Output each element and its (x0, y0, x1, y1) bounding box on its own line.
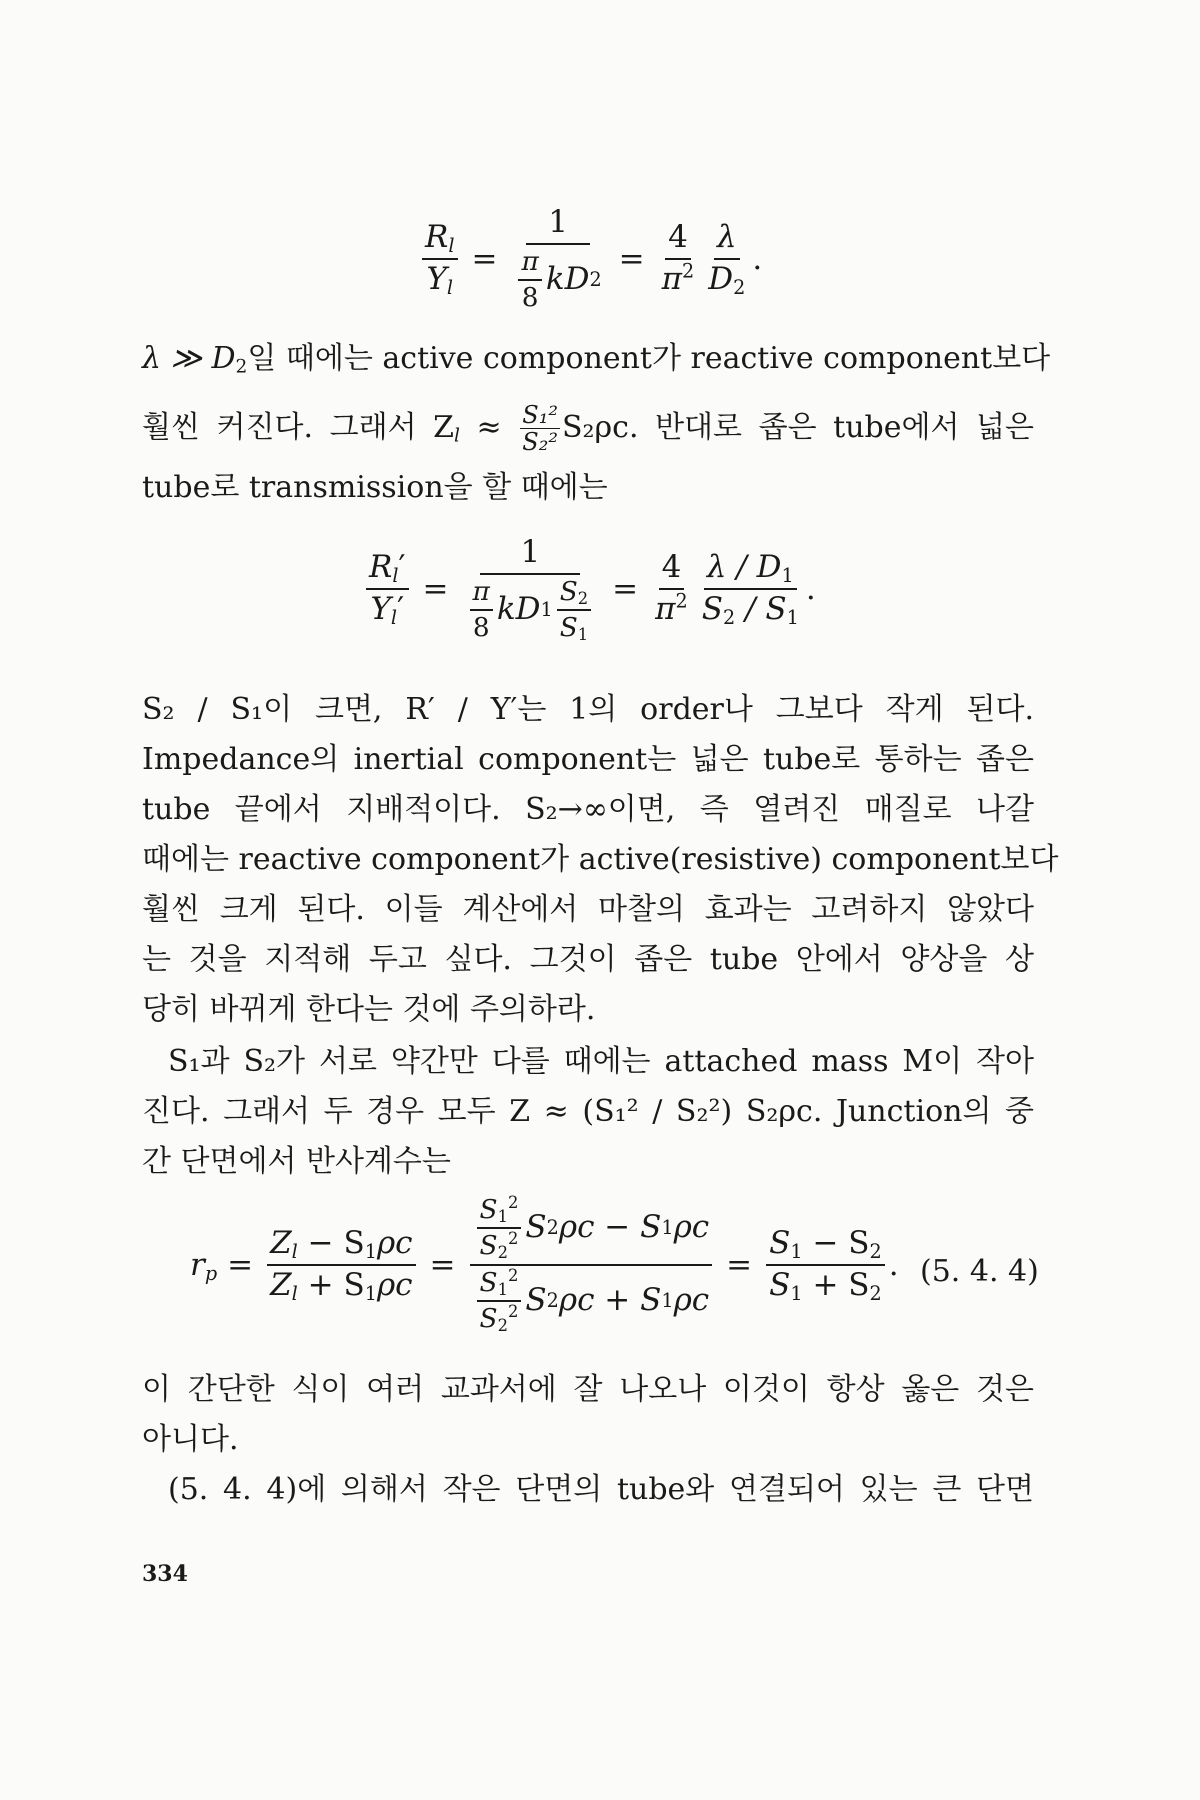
equation-1: $\frac{R_l}{Y_l}$ = 1 $\frac{\pi}{8}$ kD 2 = $\frac{4}{\pi^2}$ $\frac{\lambda}{D_2}$ . (418, 205, 762, 313)
text-line: S₁과 S₂가 서로 약간만 다를 때에는 attached mass M이 작아 (168, 1044, 1034, 1079)
eq1-rhs-fraction-b: $\frac{\lambda}{D_2}$ (708, 219, 746, 299)
equation-3: $r_p$ = $\frac{Z_l - S_1\rho c}{Z_l + S_1\rho c}$ = $\frac{S_1^2}{S_2^2}$ S 2 ρc − S 1 ρc $\frac{S_1^2}{S_2^2}$ S 2 ρc + S 1 ρc = $\frac{S_1 - S_2}{S_1 + S_2}$ . (190, 1193, 899, 1335)
eq1-rhs-fraction-a: $\frac{4}{\pi^2}$ (661, 219, 695, 298)
eq2-lhs-fraction: $\frac{R_l'}{Y_l'}$ (366, 550, 409, 627)
text-line: 당히 바뀌게 한다는 것에 주의하라. (142, 992, 596, 1027)
text-line: Impedance의 inertial component는 넓은 tube로 통하는 좁은 (142, 742, 1034, 777)
equation-2: $\frac{R_l'}{Y_l'}$ = 1 $\frac{\pi}{8}$ kD 1 $\frac{S_2}{S_1}$ = $\frac{4}{\pi^2}$ $\frac{\lambda / D_1}{S_2 / S_1}$ . (362, 535, 816, 643)
text-line: 훨씬 커진다. 그래서 $Z_l$ ≈ $\frac{\text{S₁²}}{\text{S₂²}}$ S₂ρc. 반대로 좁은 tube에서 넓은 (142, 401, 1034, 457)
equation-number: (5. 4. 4) (920, 1254, 1039, 1289)
eq1-middle-fraction: 1 $\frac{\pi}{8}$ kD 2 (511, 205, 604, 313)
text-line: 는 것을 지적해 두고 싶다. 그것이 좁은 tube 안에서 양상을 상 (142, 942, 1034, 977)
text-line: 아니다. (142, 1422, 239, 1457)
text-line: tube로 transmission을 할 때에는 (142, 470, 608, 505)
eq3-fraction-2: $\frac{S_1^2}{S_2^2}$ S 2 ρc − S 1 ρc $\frac{S_1^2}{S_2^2}$ S 2 ρc + S 1 ρc (470, 1195, 713, 1334)
page-number: 334 (142, 1561, 188, 1587)
text-line: 때에는 reactive component가 active(resistive) component보다 (142, 842, 1059, 877)
eq2-rhs-fraction-b: $\frac{\lambda / D_1}{S_2 / S_1}$ (701, 549, 799, 629)
text-line: 훨씬 크게 된다. 이들 계산에서 마찰의 효과는 고려하지 않았다 (142, 892, 1034, 927)
text-line: tube 끝에서 지배적이다. S₂→∞이면, 즉 열려진 매질로 나갈 (142, 792, 1034, 827)
text-line: (5. 4. 4)에 의해서 작은 단면의 tube와 연결되어 있는 큰 단면 (168, 1472, 1034, 1507)
eq2-rhs-fraction-a: $\frac{4}{\pi^2}$ (655, 549, 688, 628)
eq1-lhs-fraction: $\frac{R_l}{Y_l}$ (422, 220, 458, 297)
text-line: S₂ / S₁이 크면, R′ / Y′는 1의 order나 그보다 작게 된다. (142, 692, 1034, 727)
text-line: 이 간단한 식이 여러 교과서에 잘 나오나 이것이 항상 옳은 것은 (142, 1372, 1034, 1407)
eq3-fraction-1: $\frac{Z_l - S_1\rho c}{Z_l + S_1\rho c}$ (267, 1226, 415, 1303)
eq3-fraction-3: $\frac{S_1 - S_2}{S_1 + S_2}$ (766, 1226, 885, 1303)
text-line: 간 단면에서 반사계수는 (142, 1144, 451, 1179)
text-line: 진다. 그래서 두 경우 모두 Z ≈ (S₁² / S₂²) S₂ρc. Junction의 중 (142, 1094, 1034, 1129)
text-line: λ ≫ $D_2$일 때에는 active component가 reactive component보다 (142, 341, 1051, 378)
eq2-middle-fraction: 1 $\frac{\pi}{8}$ kD 1 $\frac{S_2}{S_1}$ (463, 535, 599, 643)
